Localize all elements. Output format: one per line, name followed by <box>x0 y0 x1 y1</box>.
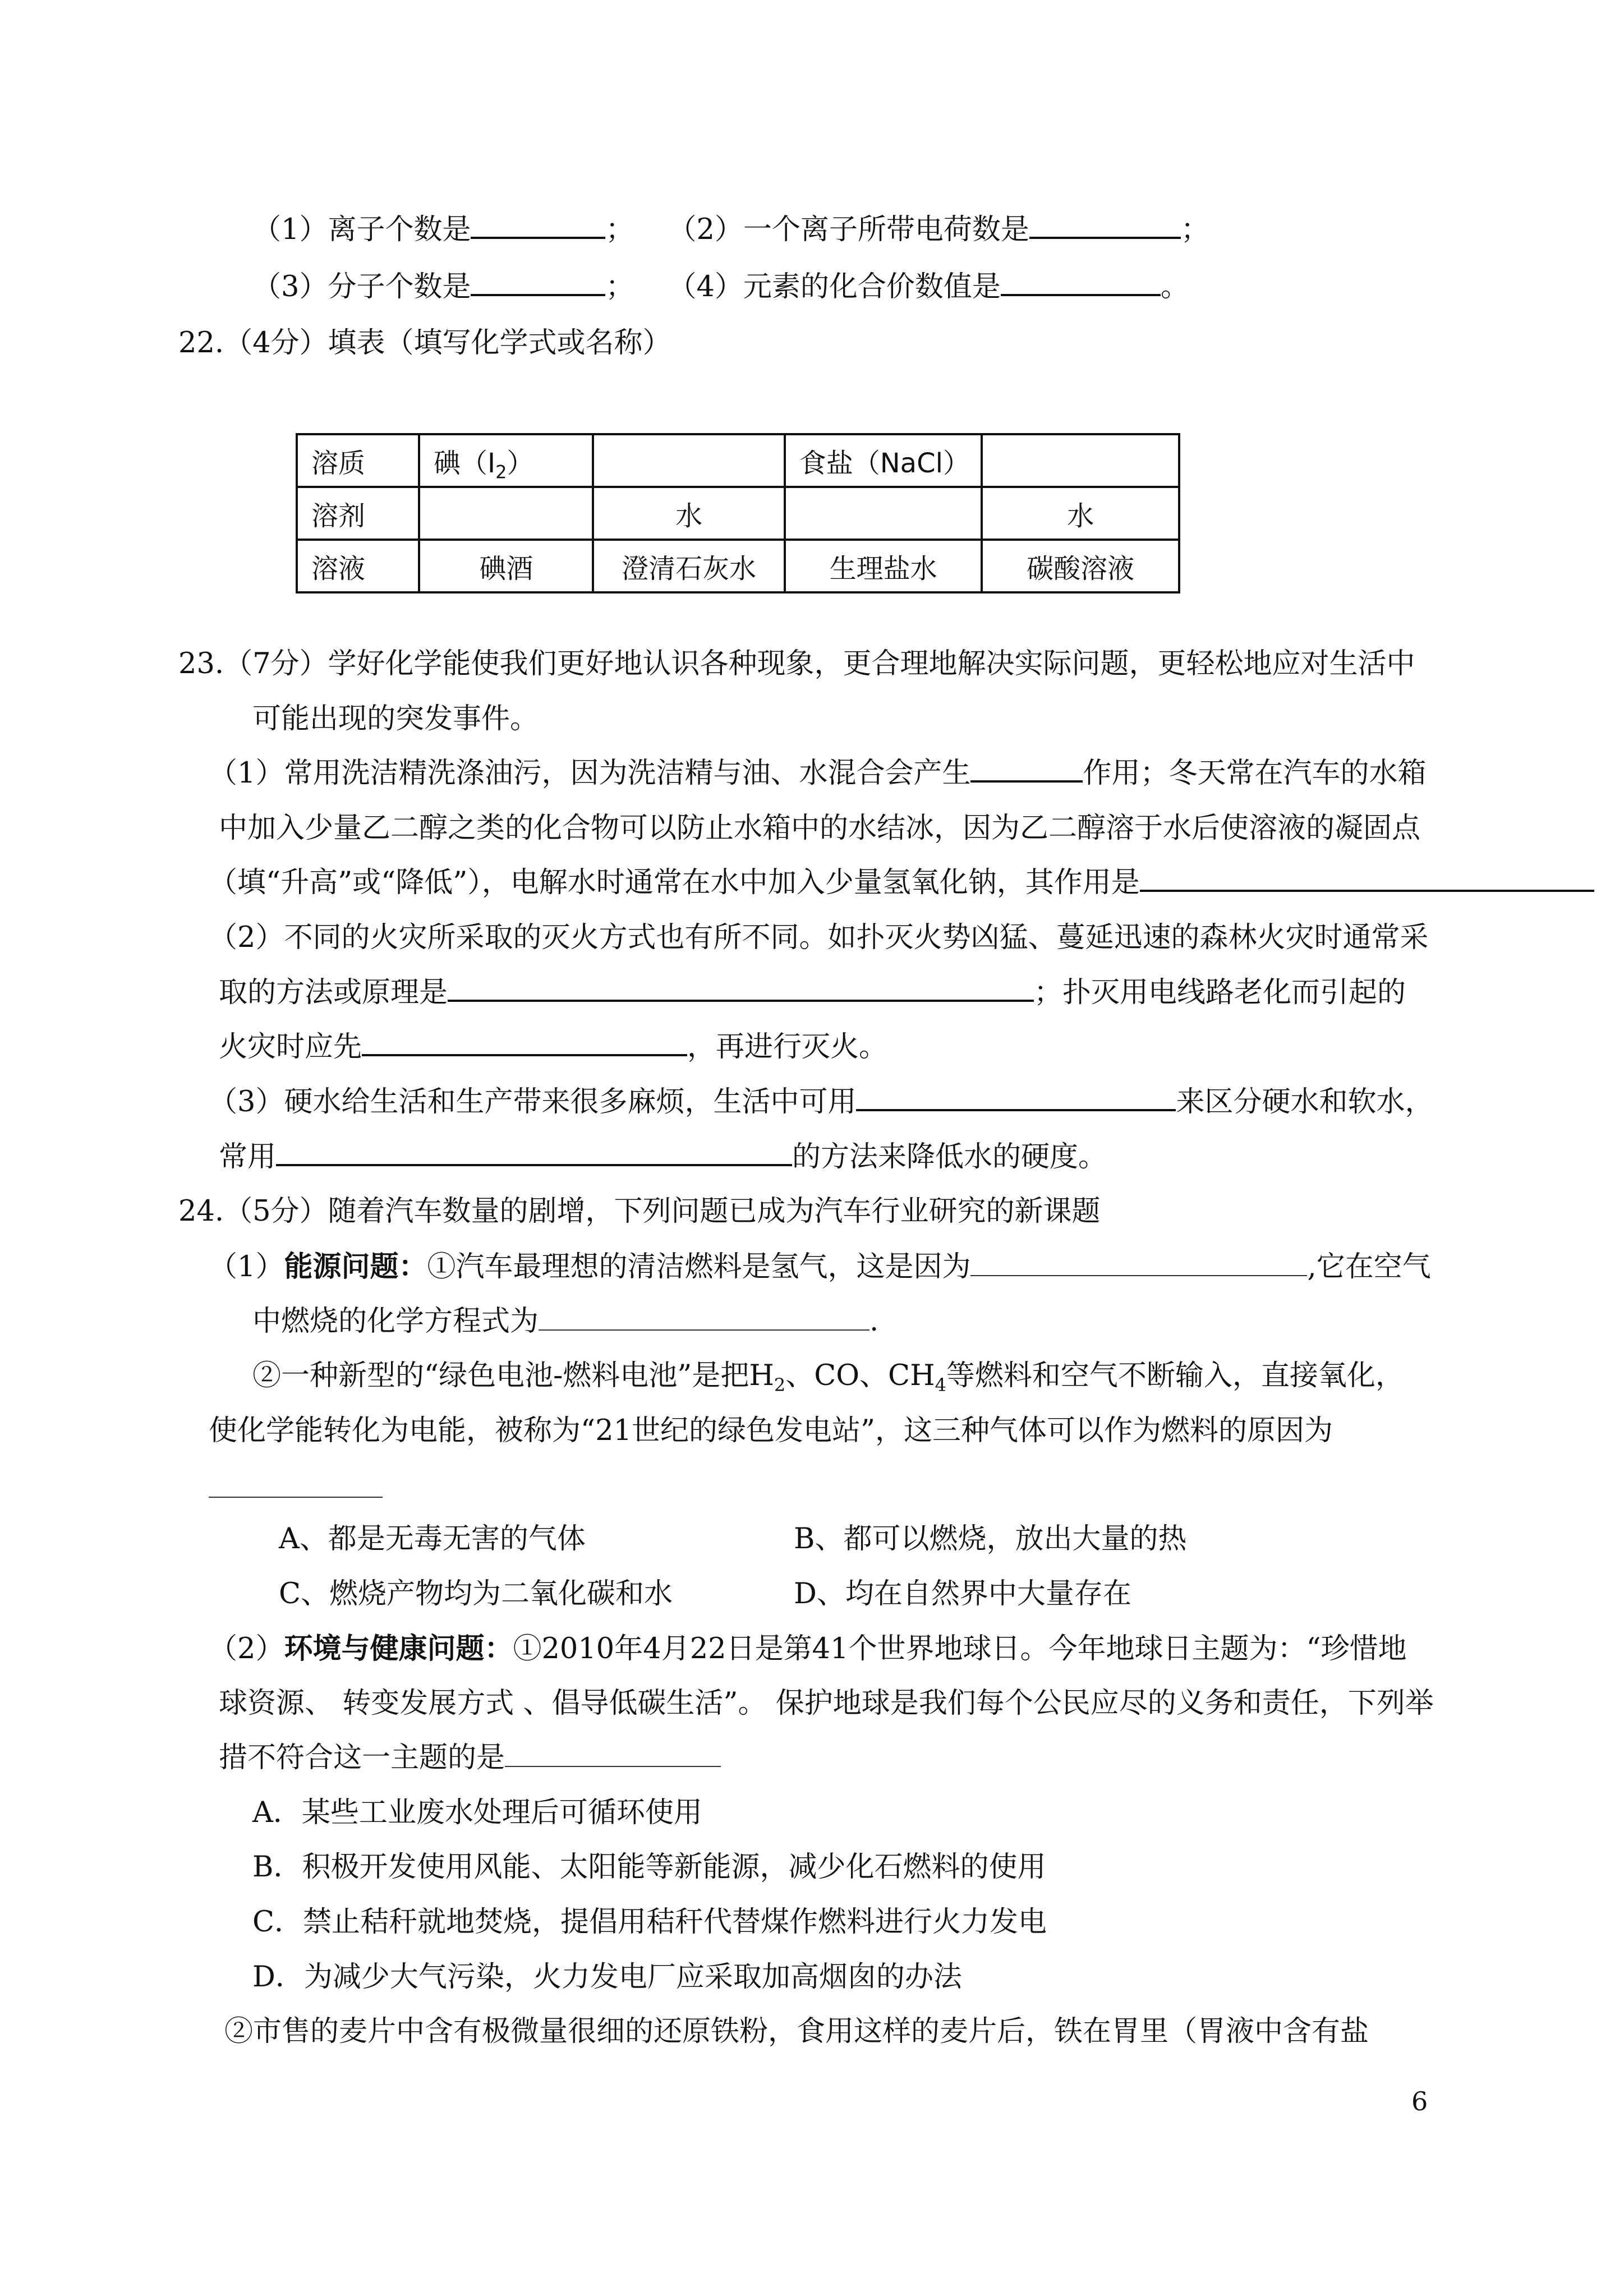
answer-blank[interactable] <box>505 1741 721 1767</box>
answer-blank[interactable] <box>539 1305 869 1331</box>
q22-title: 22.（4分）填表（填写化学式或名称） <box>178 326 671 360</box>
q24-part1-line1: （1）能源问题：①汽车最理想的清洁燃料是氢气，这是因为 ,它在空气 <box>209 1250 1431 1283</box>
choice-b: B．积极开发使用风能、太阳能等新能源，减少化石燃料的使用 <box>252 1851 1046 1884</box>
q24-part1-line4: 使化学能转化为电能，被称为“21世纪的绿色发电站”，这三种气体可以作为燃料的原因为 <box>209 1414 1333 1447</box>
choice-a: A．某些工业废水处理后可循环使用 <box>252 1796 702 1829</box>
table-cell: 澄清石灰水 <box>593 540 784 592</box>
option-b: B、都可以燃烧，放出大量的热 <box>794 1522 1187 1556</box>
answer-blank[interactable] <box>471 212 605 239</box>
answer-blank[interactable] <box>970 756 1083 783</box>
answer-blank[interactable] <box>209 1472 383 1498</box>
table-cell: 碘$(I_2)$ <box>419 434 593 487</box>
row-label: 溶液 <box>297 540 419 592</box>
row-label: 溶质 <box>297 434 419 487</box>
answer-blank[interactable] <box>856 1084 1176 1111</box>
q23-part1-line1: （1）常用洗洁精洗涤油污，因为洗洁精与油、水混合会产生 作用；冬天常在汽车的水箱 <box>209 757 1427 790</box>
table-row <box>297 434 1179 487</box>
q23-part3-line1: （3）硬水给生活和生产带来很多麻烦，生活中可用 来区分硬水和软水， <box>209 1085 1434 1119</box>
q23-title: 23.（7分）学好化学能使我们更好地认识各种现象，更合理地解决实际问题，更轻松地应对生活中 <box>178 647 1415 680</box>
answer-blank[interactable] <box>970 1250 1307 1276</box>
q23-part1-line3: （填“升高”或“降低”），电解水时通常在水中加入少量氢氧化钠，其作用是 <box>209 865 1594 901</box>
q24-part1-line2: 中燃烧的化学方程式为 . <box>252 1305 879 1338</box>
table-cell: 生理盐水 <box>785 540 982 592</box>
q24-part2-line3: 措不符合这一主题的是 <box>219 1740 721 1776</box>
table-cell: 碳酸溶液 <box>982 540 1179 592</box>
choice-d: D．为减少大气污染，火力发电厂应采取加高烟囱的办法 <box>252 1961 962 1994</box>
answer-blank[interactable] <box>448 975 1034 1002</box>
q24-part2-line2: 球资源、 转变发展方式 、倡导低碳生活”。 保护地球是我们每个公民应尽的义务和责任，下列举 <box>219 1687 1434 1720</box>
q24-title: 24.（5分）随着汽车数量的剧增，下列问题已成为汽车行业研究的新课题 <box>178 1195 1101 1228</box>
table-row <box>297 540 1179 592</box>
table-cell[interactable] <box>593 434 784 487</box>
table-cell[interactable] <box>785 487 982 540</box>
table-cell: 碘酒 <box>419 540 593 592</box>
q23-part2-line2: 取的方法或原理是 ；扑灭用电线路老化而引起的 <box>219 976 1406 1009</box>
q21-line-1: （1）离子个数是 ； （2）一个离子所带电荷数是 ； <box>252 213 1209 246</box>
q23-part2-line1: （2）不同的火灾所采取的灭火方式也有所不同。如扑灭火势凶猛、蔓延迅速的森林火灾时通常采 <box>209 921 1429 954</box>
answer-blank[interactable] <box>1140 865 1594 892</box>
q23-part1-line2: 中加入少量乙二醇之类的化合物可以防止水箱中的水结冰，因为乙二醇溶于水后使溶液的凝固点 <box>219 812 1421 845</box>
q24-part1-line3: ②一种新型的“绿色电池-燃料电池”是把$H_2$、CO、$CH_4$等燃料和空气不断输入，直接氧化， <box>252 1359 1404 1396</box>
q23-part3-line2: 常用 的方法来降低水的硬度。 <box>219 1140 1107 1174</box>
page-number: 6 <box>1411 2086 1428 2116</box>
option-d: D、均在自然界中大量存在 <box>794 1577 1131 1611</box>
q23-title-cont: 可能出现的突发事件。 <box>252 702 539 735</box>
option-a: A、都是无毒无害的气体 <box>279 1522 586 1556</box>
q24-part1-blank-line <box>209 1471 383 1507</box>
answer-blank[interactable] <box>276 1139 792 1166</box>
q23-part2-line3: 火灾时应先 ，再进行灭火。 <box>219 1030 888 1064</box>
table-cell[interactable] <box>419 487 593 540</box>
solution-table <box>296 433 1180 593</box>
choice-c: C．禁止秸秆就地焚烧，提倡用秸秆代替煤作燃料进行火力发电 <box>252 1906 1047 1939</box>
row-label: 溶剂 <box>297 487 419 540</box>
table-row <box>297 487 1179 540</box>
option-c: C、燃烧产物均为二氧化碳和水 <box>279 1577 673 1611</box>
table-cell: 水 <box>593 487 784 540</box>
table-cell: 水 <box>982 487 1179 540</box>
table-cell[interactable] <box>982 434 1179 487</box>
q24-part2-line1: （2）环境与健康问题：①2010年4月22日是第41个世界地球日。今年地球日主题为：“珍惜地 <box>209 1632 1407 1665</box>
q21-line-2: （3）分子个数是 ； （4）元素的化合价数值是 。 <box>252 270 1189 303</box>
answer-blank[interactable] <box>1001 269 1161 296</box>
table-cell: 食盐（NaCl） <box>785 434 982 487</box>
answer-blank[interactable] <box>362 1029 687 1056</box>
answer-blank[interactable] <box>1029 212 1181 239</box>
q24-part2-line4: ②市售的麦片中含有极微量很细的还原铁粉，食用这样的麦片后，铁在胃里（胃液中含有盐 <box>224 2015 1369 2048</box>
answer-blank[interactable] <box>471 269 605 296</box>
